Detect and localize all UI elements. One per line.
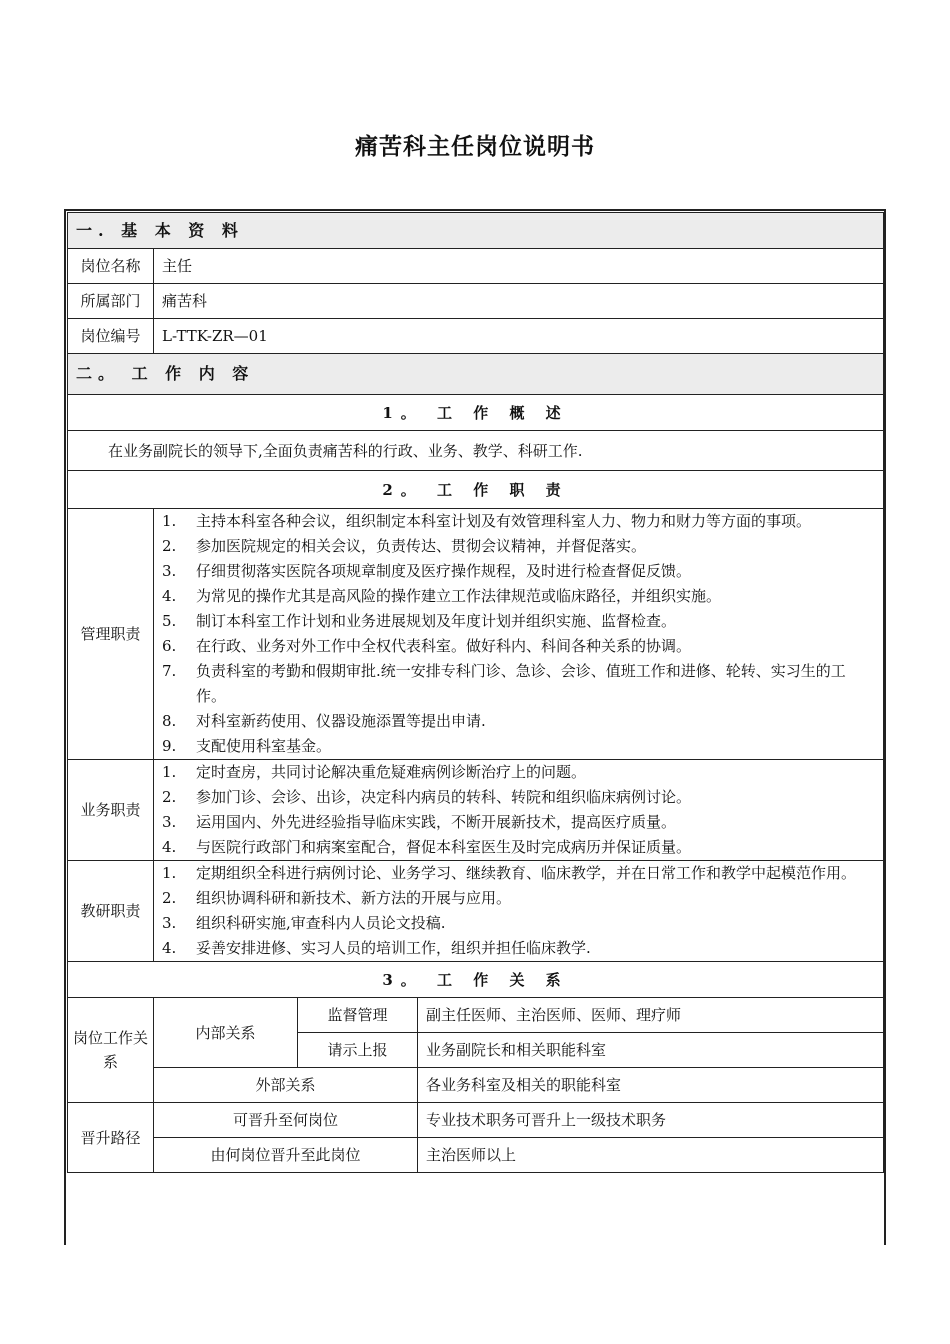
section1-heading-row — [68, 213, 884, 249]
report-label: 请示上报 — [298, 1033, 418, 1068]
duty-group-row — [68, 509, 884, 760]
list-item: 1. 定期组织全科进行病例讨论、业务学习、继续教育、临床教学，并在日常工作和教学中起模范作用。 — [162, 864, 857, 882]
page-title: 痛苦科主任岗位说明书 — [355, 133, 595, 160]
promote-to-value: 专业技术职务可晋升上一级技术职务 — [418, 1103, 884, 1138]
basic-info-value: 痛苦科 — [154, 284, 884, 319]
overview-heading: 1。 工 作 概 述 — [68, 395, 884, 431]
basic-info-label: 岗位名称 — [68, 249, 154, 284]
relation-row — [68, 1068, 884, 1103]
supervise-value: 副主任医师、主治医师、医师、理疗师 — [418, 998, 884, 1033]
supervise-label: 监督管理 — [298, 998, 418, 1033]
duty-list — [162, 861, 875, 961]
promotion-row — [68, 1138, 884, 1173]
list-item: 4. 为常见的操作尤其是高风险的操作建立工作法律规范或临床路径，并组织实施。 — [162, 587, 722, 605]
list-item: 1. 主持本科室各种会议，组织制定本科室计划及有效管理科室人力、物力和财力等方面的事项。 — [162, 512, 812, 530]
duties-heading: 2。 工 作 职 责 — [68, 471, 884, 509]
list-item: 2. 参加医院规定的相关会议，负责传达、贯彻会议精神，并督促落实。 — [162, 537, 647, 555]
duty-group-content — [154, 861, 884, 962]
list-item: 9. 支配使用科室基金。 — [162, 737, 332, 755]
list-item: 8. 对科室新药使用、仪器设施添置等提出申请. — [162, 712, 486, 730]
overview-text: 在业务副院长的领导下,全面负责痛苦科的行政、业务、教学、科研工作. — [68, 431, 884, 471]
duty-list — [162, 509, 875, 759]
list-item: 2. 参加门诊、会诊、出诊，决定科内病员的转科、转院和组织临床病例讨论。 — [162, 788, 692, 806]
list-item: 3. 组织科研实施,审查科内人员论文投稿. — [162, 914, 446, 932]
duty-group-label: 业务职责 — [68, 760, 154, 861]
external-relation-label: 外部关系 — [154, 1068, 418, 1103]
promotion-row — [68, 1103, 884, 1138]
duty-group-label: 管理职责 — [68, 509, 154, 760]
list-item: 4. 与医院行政部门和病案室配合，督促本科室医生及时完成病历并保证质量。 — [162, 838, 692, 856]
basic-info-label: 所属部门 — [68, 284, 154, 319]
promote-to-label: 可晋升至何岗位 — [154, 1103, 418, 1138]
list-item: 7. 负责科室的考勤和假期审批.统一安排专科门诊、急诊、会诊、值班工作和进修、轮转、实习生的工作。 — [162, 662, 846, 705]
list-item: 3. 运用国内、外先进经验指导临床实践，不断开展新技术，提高医疗质量。 — [162, 813, 677, 831]
overview-heading-row — [68, 395, 884, 431]
section2-heading: 二。 工 作 内 容 — [68, 354, 884, 395]
list-item: 1. 定时查房，共同讨论解决重危疑难病例诊断治疗上的问题。 — [162, 763, 587, 781]
promotion-label: 晋升路径 — [68, 1103, 154, 1173]
basic-info-row — [68, 249, 884, 284]
basic-info-value: 主任 — [154, 249, 884, 284]
basic-info-row — [68, 319, 884, 354]
duty-group-content — [154, 509, 884, 760]
list-item: 2. 组织协调科研和新技术、新方法的开展与应用。 — [162, 889, 512, 907]
duty-group-label: 教研职责 — [68, 861, 154, 962]
list-item: 6. 在行政、业务对外工作中全权代表科室。做好科内、科间各种关系的协调。 — [162, 637, 692, 655]
basic-info-label: 岗位编号 — [68, 319, 154, 354]
basic-info-value: L-TTK-ZR—01 — [154, 319, 884, 354]
promote-from-label: 由何岗位晋升至此岗位 — [154, 1138, 418, 1173]
duties-heading-row — [68, 471, 884, 509]
external-relation-value: 各业务科室及相关的职能科室 — [418, 1068, 884, 1103]
relations-heading: 3。 工 作 关 系 — [68, 962, 884, 998]
internal-relation-label: 内部关系 — [154, 998, 298, 1068]
list-item: 5. 制订本科室工作计划和业务进展规划及年度计划并组织实施、监督检查。 — [162, 612, 677, 630]
relations-heading-row — [68, 962, 884, 998]
section1-heading: 一. 基 本 资 料 — [68, 213, 884, 249]
basic-info-row — [68, 284, 884, 319]
duty-group-row — [68, 861, 884, 962]
section2-heading-row — [68, 354, 884, 395]
job-description-table — [67, 212, 884, 1173]
relation-row — [68, 998, 884, 1033]
list-item: 3. 仔细贯彻落实医院各项规章制度及医疗操作规程，及时进行检查督促反馈。 — [162, 562, 692, 580]
promote-from-value: 主治医师以上 — [418, 1138, 884, 1173]
duty-group-content — [154, 760, 884, 861]
overview-row — [68, 431, 884, 471]
duty-list — [162, 760, 875, 860]
report-value: 业务副院长和相关职能科室 — [418, 1033, 884, 1068]
list-item: 4. 妥善安排进修、实习人员的培训工作，组织并担任临床教学. — [162, 939, 591, 957]
duty-group-row — [68, 760, 884, 861]
relation-label: 岗位工作关系 — [68, 998, 154, 1103]
